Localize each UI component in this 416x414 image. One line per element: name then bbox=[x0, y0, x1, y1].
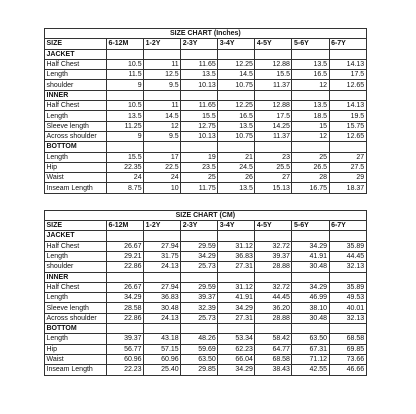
measurement-value: 39.37 bbox=[107, 334, 144, 344]
measurement-value: 29.59 bbox=[181, 241, 218, 251]
table-row bbox=[45, 131, 367, 141]
empty-cell bbox=[181, 324, 218, 334]
size-column-header: 3-4Y bbox=[218, 221, 255, 231]
measurement-value: 25 bbox=[181, 173, 218, 183]
measurement-value: 10 bbox=[144, 183, 181, 193]
empty-cell bbox=[107, 231, 144, 241]
measurement-value: 67.31 bbox=[292, 344, 329, 354]
empty-cell bbox=[181, 49, 218, 59]
measurement-value: 12.25 bbox=[218, 101, 255, 111]
measurement-value: 22.86 bbox=[107, 262, 144, 272]
measurement-value: 36.20 bbox=[255, 303, 292, 313]
measurement-value: 9.5 bbox=[144, 131, 181, 141]
table-row bbox=[45, 293, 367, 303]
empty-cell bbox=[218, 324, 255, 334]
empty-cell bbox=[255, 324, 292, 334]
measurement-value: 15 bbox=[292, 121, 329, 131]
measurement-value: 26.67 bbox=[107, 282, 144, 292]
measurement-value: 22.86 bbox=[107, 313, 144, 323]
size-chart-page bbox=[44, 28, 366, 376]
measurement-value: 12.25 bbox=[218, 59, 255, 69]
table-row bbox=[45, 365, 367, 375]
measurement-value: 73.66 bbox=[329, 354, 366, 364]
measurement-value: 10.5 bbox=[107, 59, 144, 69]
measurement-value: 31.12 bbox=[218, 241, 255, 251]
measurement-label: shoulder bbox=[45, 80, 107, 90]
measurement-value: 8.75 bbox=[107, 183, 144, 193]
table-row bbox=[45, 344, 367, 354]
empty-cell bbox=[107, 49, 144, 59]
measurement-label: Length bbox=[45, 251, 107, 261]
measurement-value: 28.88 bbox=[255, 313, 292, 323]
measurement-value: 27 bbox=[329, 152, 366, 162]
section-row bbox=[45, 324, 367, 334]
measurement-value: 27.5 bbox=[329, 162, 366, 172]
section-row bbox=[45, 49, 367, 59]
measurement-value: 58.42 bbox=[255, 334, 292, 344]
empty-cell bbox=[107, 142, 144, 152]
table-row bbox=[45, 173, 367, 183]
measurement-value: 26.67 bbox=[107, 241, 144, 251]
measurement-label: Half Chest bbox=[45, 282, 107, 292]
empty-cell bbox=[255, 142, 292, 152]
size-header: SIZE bbox=[45, 39, 107, 49]
measurement-value: 32.39 bbox=[181, 303, 218, 313]
measurement-value: 11.65 bbox=[181, 101, 218, 111]
measurement-label: Inseam Length bbox=[45, 365, 107, 375]
measurement-value: 35.89 bbox=[329, 241, 366, 251]
measurement-value: 26 bbox=[218, 173, 255, 183]
empty-cell bbox=[218, 272, 255, 282]
measurement-value: 17.5 bbox=[329, 70, 366, 80]
measurement-value: 66.04 bbox=[218, 354, 255, 364]
measurement-value: 13.5 bbox=[181, 70, 218, 80]
measurement-value: 29 bbox=[329, 173, 366, 183]
size-column-header: 2-3Y bbox=[181, 39, 218, 49]
empty-cell bbox=[329, 49, 366, 59]
empty-cell bbox=[292, 231, 329, 241]
table-row bbox=[45, 111, 367, 121]
measurement-value: 14.13 bbox=[329, 101, 366, 111]
table-row bbox=[45, 262, 367, 272]
measurement-value: 36.83 bbox=[144, 293, 181, 303]
measurement-value: 32.13 bbox=[329, 313, 366, 323]
measurement-value: 14.13 bbox=[329, 59, 366, 69]
measurement-value: 11.75 bbox=[181, 183, 218, 193]
measurement-value: 24.5 bbox=[218, 162, 255, 172]
measurement-value: 12.88 bbox=[255, 59, 292, 69]
measurement-value: 13.5 bbox=[107, 111, 144, 121]
table-gap bbox=[44, 194, 366, 210]
empty-cell bbox=[107, 324, 144, 334]
measurement-value: 44.45 bbox=[329, 251, 366, 261]
measurement-value: 12 bbox=[144, 121, 181, 131]
measurement-value: 24.13 bbox=[144, 313, 181, 323]
measurement-value: 11 bbox=[144, 101, 181, 111]
measurement-value: 60.96 bbox=[144, 354, 181, 364]
section-name: JACKET bbox=[45, 49, 107, 59]
measurement-value: 31.12 bbox=[218, 282, 255, 292]
empty-cell bbox=[292, 324, 329, 334]
section-name: BOTTOM bbox=[45, 324, 107, 334]
section-name: INNER bbox=[45, 90, 107, 100]
size-column-header: 4-5Y bbox=[255, 221, 292, 231]
measurement-value: 44.45 bbox=[255, 293, 292, 303]
measurement-value: 27.31 bbox=[218, 313, 255, 323]
measurement-value: 16.5 bbox=[292, 70, 329, 80]
measurement-label: Inseam Length bbox=[45, 183, 107, 193]
measurement-value: 62.23 bbox=[218, 344, 255, 354]
measurement-value: 18.5 bbox=[292, 111, 329, 121]
measurement-value: 18.37 bbox=[329, 183, 366, 193]
measurement-value: 32.72 bbox=[255, 241, 292, 251]
measurement-value: 53.34 bbox=[218, 334, 255, 344]
measurement-value: 63.50 bbox=[181, 354, 218, 364]
empty-cell bbox=[292, 49, 329, 59]
size-column-header: 6-12M bbox=[107, 221, 144, 231]
measurement-label: Across shoulder bbox=[45, 131, 107, 141]
empty-cell bbox=[181, 90, 218, 100]
measurement-value: 34.29 bbox=[181, 251, 218, 261]
measurement-label: shoulder bbox=[45, 262, 107, 272]
table-row bbox=[45, 313, 367, 323]
inches-table-holder bbox=[44, 28, 366, 194]
measurement-value: 46.99 bbox=[292, 293, 329, 303]
measurement-value: 12.65 bbox=[329, 80, 366, 90]
measurement-value: 28.58 bbox=[107, 303, 144, 313]
measurement-value: 10.13 bbox=[181, 80, 218, 90]
measurement-value: 46.66 bbox=[329, 365, 366, 375]
measurement-value: 10.75 bbox=[218, 80, 255, 90]
measurement-value: 14.5 bbox=[144, 111, 181, 121]
measurement-value: 34.29 bbox=[218, 365, 255, 375]
measurement-value: 69.85 bbox=[329, 344, 366, 354]
measurement-value: 48.26 bbox=[181, 334, 218, 344]
measurement-value: 11.5 bbox=[107, 70, 144, 80]
measurement-label: Hip bbox=[45, 162, 107, 172]
table-row bbox=[45, 121, 367, 131]
measurement-value: 27.94 bbox=[144, 241, 181, 251]
measurement-label: Hip bbox=[45, 344, 107, 354]
measurement-value: 27.31 bbox=[218, 262, 255, 272]
table-row bbox=[45, 80, 367, 90]
measurement-value: 21 bbox=[218, 152, 255, 162]
measurement-value: 11 bbox=[144, 59, 181, 69]
measurement-value: 29.85 bbox=[181, 365, 218, 375]
measurement-value: 30.48 bbox=[292, 313, 329, 323]
measurement-value: 39.37 bbox=[181, 293, 218, 303]
empty-cell bbox=[181, 231, 218, 241]
size-column-header: 6-7Y bbox=[329, 39, 366, 49]
table-row bbox=[45, 70, 367, 80]
section-name: JACKET bbox=[45, 231, 107, 241]
inches-size-table bbox=[44, 28, 367, 194]
table-row bbox=[45, 162, 367, 172]
measurement-value: 15.5 bbox=[181, 111, 218, 121]
measurement-value: 9 bbox=[107, 131, 144, 141]
measurement-value: 13.5 bbox=[292, 59, 329, 69]
measurement-value: 26.5 bbox=[292, 162, 329, 172]
measurement-value: 38.43 bbox=[255, 365, 292, 375]
measurement-value: 10.75 bbox=[218, 131, 255, 141]
empty-cell bbox=[144, 142, 181, 152]
empty-cell bbox=[292, 90, 329, 100]
section-row bbox=[45, 272, 367, 282]
measurement-value: 28.88 bbox=[255, 262, 292, 272]
measurement-value: 68.58 bbox=[329, 334, 366, 344]
header-row bbox=[45, 221, 367, 231]
measurement-label: Half Chest bbox=[45, 59, 107, 69]
size-header: SIZE bbox=[45, 221, 107, 231]
table-row bbox=[45, 59, 367, 69]
empty-cell bbox=[329, 90, 366, 100]
section-name: INNER bbox=[45, 272, 107, 282]
measurement-value: 15.75 bbox=[329, 121, 366, 131]
table-row bbox=[45, 101, 367, 111]
measurement-value: 68.58 bbox=[255, 354, 292, 364]
empty-cell bbox=[144, 324, 181, 334]
measurement-label: Half Chest bbox=[45, 241, 107, 251]
title-row bbox=[45, 29, 367, 39]
measurement-value: 25.73 bbox=[181, 262, 218, 272]
measurement-value: 25 bbox=[292, 152, 329, 162]
measurement-value: 25.40 bbox=[144, 365, 181, 375]
measurement-label: Length bbox=[45, 293, 107, 303]
measurement-value: 63.50 bbox=[292, 334, 329, 344]
measurement-value: 71.12 bbox=[292, 354, 329, 364]
measurement-value: 11.65 bbox=[181, 59, 218, 69]
measurement-value: 22.35 bbox=[107, 162, 144, 172]
measurement-label: Length bbox=[45, 111, 107, 121]
section-row bbox=[45, 231, 367, 241]
measurement-value: 35.89 bbox=[329, 282, 366, 292]
table-row bbox=[45, 183, 367, 193]
measurement-value: 28 bbox=[292, 173, 329, 183]
table-row bbox=[45, 241, 367, 251]
empty-cell bbox=[218, 49, 255, 59]
measurement-value: 11.25 bbox=[107, 121, 144, 131]
measurement-value: 41.91 bbox=[292, 251, 329, 261]
measurement-label: Waist bbox=[45, 173, 107, 183]
measurement-value: 12.65 bbox=[329, 131, 366, 141]
measurement-value: 9 bbox=[107, 80, 144, 90]
measurement-value: 24 bbox=[107, 173, 144, 183]
empty-cell bbox=[144, 272, 181, 282]
measurement-value: 30.48 bbox=[144, 303, 181, 313]
size-column-header: 2-3Y bbox=[181, 221, 218, 231]
measurement-label: Sleeve length bbox=[45, 121, 107, 131]
measurement-value: 12.5 bbox=[144, 70, 181, 80]
measurement-value: 10.5 bbox=[107, 101, 144, 111]
empty-cell bbox=[144, 90, 181, 100]
measurement-value: 25.5 bbox=[255, 162, 292, 172]
table-row bbox=[45, 303, 367, 313]
measurement-value: 23 bbox=[255, 152, 292, 162]
measurement-value: 25.73 bbox=[181, 313, 218, 323]
header-row bbox=[45, 39, 367, 49]
measurement-value: 19 bbox=[181, 152, 218, 162]
measurement-value: 12.88 bbox=[255, 101, 292, 111]
size-column-header: 5-6Y bbox=[292, 39, 329, 49]
measurement-value: 60.96 bbox=[107, 354, 144, 364]
size-column-header: 1-2Y bbox=[144, 221, 181, 231]
measurement-label: Length bbox=[45, 152, 107, 162]
measurement-value: 40.01 bbox=[329, 303, 366, 313]
measurement-value: 19.5 bbox=[329, 111, 366, 121]
measurement-value: 38.10 bbox=[292, 303, 329, 313]
table-row bbox=[45, 334, 367, 344]
measurement-label: Waist bbox=[45, 354, 107, 364]
size-column-header: 3-4Y bbox=[218, 39, 255, 49]
measurement-value: 15.5 bbox=[107, 152, 144, 162]
measurement-label: Half Chest bbox=[45, 101, 107, 111]
size-column-header: 5-6Y bbox=[292, 221, 329, 231]
measurement-value: 22.23 bbox=[107, 365, 144, 375]
empty-cell bbox=[107, 90, 144, 100]
measurement-value: 29.21 bbox=[107, 251, 144, 261]
measurement-value: 11.37 bbox=[255, 80, 292, 90]
measurement-value: 32.72 bbox=[255, 282, 292, 292]
size-column-header: 1-2Y bbox=[144, 39, 181, 49]
measurement-label: Length bbox=[45, 70, 107, 80]
measurement-value: 56.77 bbox=[107, 344, 144, 354]
measurement-value: 59.69 bbox=[181, 344, 218, 354]
measurement-value: 27.94 bbox=[144, 282, 181, 292]
empty-cell bbox=[255, 272, 292, 282]
measurement-value: 10.13 bbox=[181, 131, 218, 141]
measurement-value: 13.5 bbox=[218, 183, 255, 193]
empty-cell bbox=[107, 272, 144, 282]
table-row bbox=[45, 152, 367, 162]
measurement-value: 34.29 bbox=[292, 282, 329, 292]
table-row bbox=[45, 282, 367, 292]
cm-size-table bbox=[44, 210, 367, 376]
measurement-value: 32.13 bbox=[329, 262, 366, 272]
measurement-value: 17 bbox=[144, 152, 181, 162]
measurement-value: 9.5 bbox=[144, 80, 181, 90]
table-title: SIZE CHART (CM) bbox=[45, 210, 367, 220]
measurement-value: 11.37 bbox=[255, 131, 292, 141]
section-name: BOTTOM bbox=[45, 142, 107, 152]
measurement-value: 14.25 bbox=[255, 121, 292, 131]
measurement-value: 17.5 bbox=[255, 111, 292, 121]
measurement-value: 12 bbox=[292, 131, 329, 141]
measurement-value: 23.5 bbox=[181, 162, 218, 172]
measurement-value: 31.75 bbox=[144, 251, 181, 261]
measurement-value: 42.55 bbox=[292, 365, 329, 375]
measurement-value: 43.18 bbox=[144, 334, 181, 344]
measurement-value: 16.75 bbox=[292, 183, 329, 193]
measurement-value: 30.48 bbox=[292, 262, 329, 272]
measurement-value: 12.75 bbox=[181, 121, 218, 131]
empty-cell bbox=[292, 142, 329, 152]
measurement-label: Length bbox=[45, 334, 107, 344]
title-row bbox=[45, 210, 367, 220]
measurement-value: 57.15 bbox=[144, 344, 181, 354]
measurement-label: Sleeve length bbox=[45, 303, 107, 313]
measurement-value: 13.5 bbox=[292, 101, 329, 111]
empty-cell bbox=[144, 231, 181, 241]
measurement-value: 34.29 bbox=[107, 293, 144, 303]
section-row bbox=[45, 90, 367, 100]
empty-cell bbox=[218, 142, 255, 152]
measurement-value: 36.83 bbox=[218, 251, 255, 261]
empty-cell bbox=[255, 49, 292, 59]
size-column-header: 6-12M bbox=[107, 39, 144, 49]
empty-cell bbox=[181, 142, 218, 152]
measurement-value: 15.5 bbox=[255, 70, 292, 80]
table-row bbox=[45, 251, 367, 261]
measurement-value: 27 bbox=[255, 173, 292, 183]
measurement-value: 15.13 bbox=[255, 183, 292, 193]
empty-cell bbox=[329, 142, 366, 152]
empty-cell bbox=[255, 90, 292, 100]
measurement-value: 34.29 bbox=[218, 303, 255, 313]
measurement-value: 49.53 bbox=[329, 293, 366, 303]
measurement-value: 12 bbox=[292, 80, 329, 90]
size-column-header: 6-7Y bbox=[329, 221, 366, 231]
measurement-value: 34.29 bbox=[292, 241, 329, 251]
empty-cell bbox=[181, 272, 218, 282]
measurement-value: 39.37 bbox=[255, 251, 292, 261]
empty-cell bbox=[255, 231, 292, 241]
measurement-value: 24 bbox=[144, 173, 181, 183]
measurement-value: 64.77 bbox=[255, 344, 292, 354]
cm-table-holder bbox=[44, 210, 366, 376]
empty-cell bbox=[292, 272, 329, 282]
size-column-header: 4-5Y bbox=[255, 39, 292, 49]
table-row bbox=[45, 354, 367, 364]
empty-cell bbox=[218, 231, 255, 241]
measurement-value: 22.5 bbox=[144, 162, 181, 172]
section-row bbox=[45, 142, 367, 152]
measurement-value: 13.5 bbox=[218, 121, 255, 131]
measurement-label: Across shoulder bbox=[45, 313, 107, 323]
empty-cell bbox=[329, 231, 366, 241]
empty-cell bbox=[218, 90, 255, 100]
empty-cell bbox=[329, 272, 366, 282]
measurement-value: 16.5 bbox=[218, 111, 255, 121]
empty-cell bbox=[144, 49, 181, 59]
table-title: SIZE CHART (Inches) bbox=[45, 29, 367, 39]
measurement-value: 41.91 bbox=[218, 293, 255, 303]
measurement-value: 14.5 bbox=[218, 70, 255, 80]
measurement-value: 24.13 bbox=[144, 262, 181, 272]
measurement-value: 29.59 bbox=[181, 282, 218, 292]
empty-cell bbox=[329, 324, 366, 334]
